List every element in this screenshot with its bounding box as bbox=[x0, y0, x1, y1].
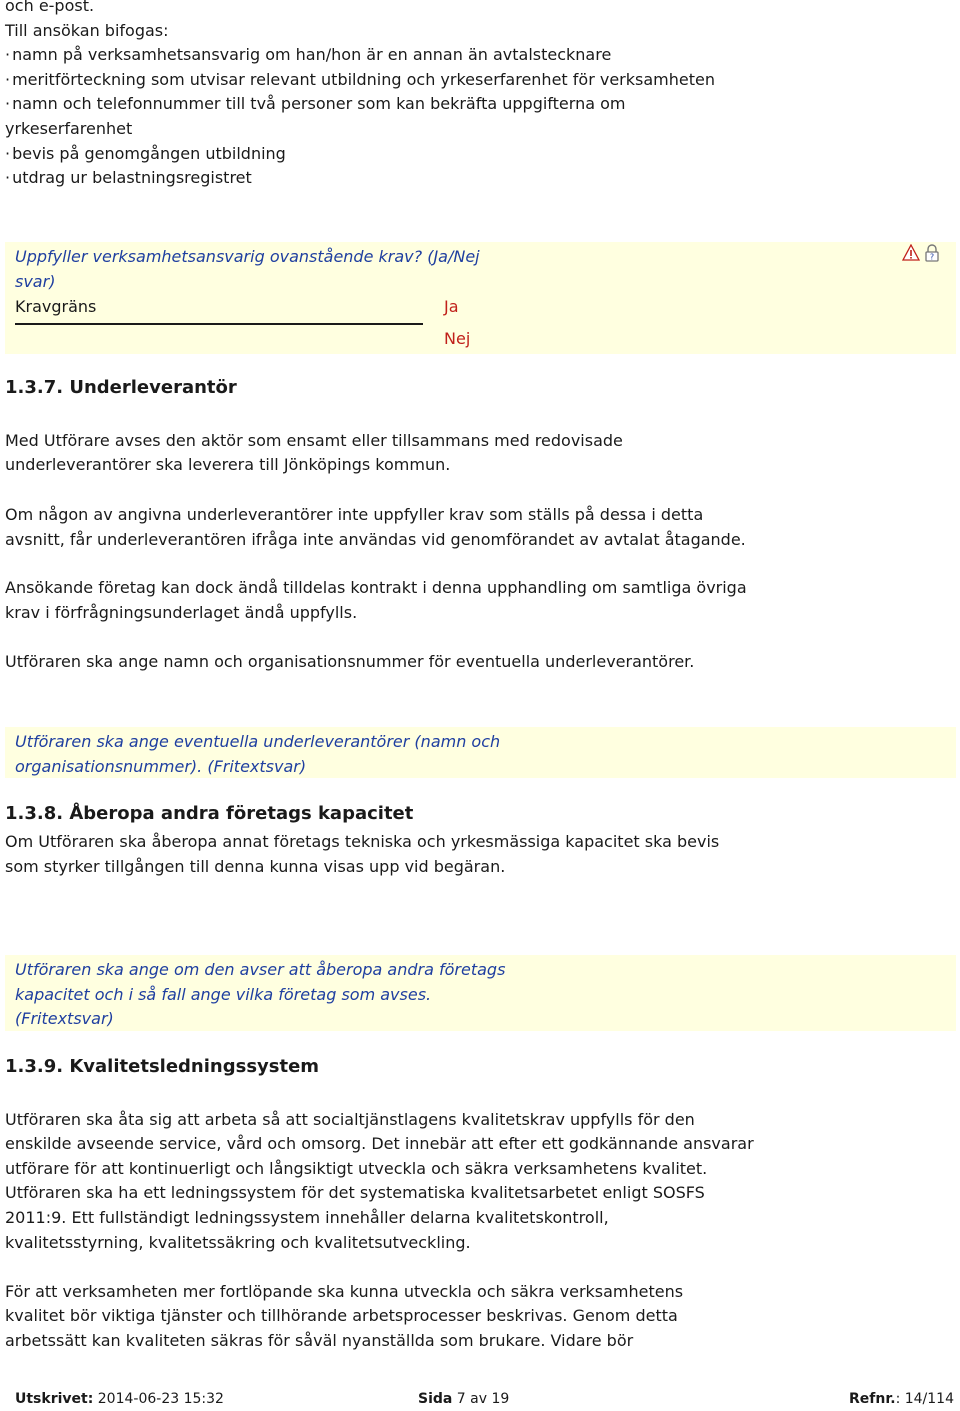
question-text: organisationsnummer). (Fritextsvar) bbox=[15, 757, 307, 776]
paragraph-line: För att verksamheten mer fortlöpande ska kunna utveckla och säkra verksamhetens bbox=[5, 1282, 684, 1301]
paragraph-line: som styrker tillgången till denna kunna visas upp vid begäran. bbox=[5, 857, 506, 876]
attachment-item: · bevis på genomgången utbildning bbox=[5, 142, 286, 167]
footer-ref bbox=[849, 1391, 954, 1407]
attachment-item: · namn och telefonnummer till två personer som kan bekräfta uppgifterna om bbox=[5, 92, 625, 117]
paragraph-line: kvalitetsstyrning, kvalitetssäkring och kvalitetsutveckling. bbox=[5, 1233, 471, 1252]
paragraph-line: underleverantörer ska leverera till Jönköpings kommun. bbox=[5, 455, 451, 474]
question-text: Utföraren ska ange eventuella underleverantörer (namn och bbox=[15, 732, 501, 751]
paragraph-line: arbetssätt kan kvaliteten säkras för såväl nyanställda som brukare. Vidare bör bbox=[5, 1331, 634, 1350]
attachment-item: · utdrag ur belastningsregistret bbox=[5, 166, 252, 191]
warning-icon bbox=[902, 244, 920, 262]
criterion-label: Kravgräns bbox=[15, 297, 97, 316]
paragraph-line: Om någon av angivna underleverantörer inte uppfyller krav som ställs på dessa i detta bbox=[5, 505, 704, 524]
paragraph-line: utförare för att kontinuerligt och långsiktigt utveckla och säkra verksamhetens kvalitet. bbox=[5, 1159, 708, 1178]
attachment-item-continued: yrkeserfarenhet bbox=[5, 119, 133, 138]
paragraph-line: Utföraren ska ha ett ledningssystem för det systematiska kvalitetsarbetet enligt SOSFS bbox=[5, 1183, 705, 1202]
question-text: kapacitet och i så fall ange vilka företag som avses. bbox=[15, 985, 432, 1004]
paragraph-line: krav i förfrågningsunderlaget ändå uppfylls. bbox=[5, 603, 358, 622]
attachments-label: Till ansökan bifogas: bbox=[5, 21, 169, 40]
svg-text:?: ? bbox=[929, 252, 935, 262]
paragraph-line: 2011:9. Ett fullständigt ledningssystem innehåller delarna kvalitetskontroll, bbox=[5, 1208, 609, 1227]
paragraph-line: Utföraren ska ange namn och organisationsnummer för eventuella underleverantörer. bbox=[5, 652, 695, 671]
question-text: svar) bbox=[15, 272, 56, 291]
footer-printed-label: Utskrivet: bbox=[15, 1391, 94, 1407]
footer-ref-value: : 14/114 bbox=[895, 1391, 954, 1407]
question-box-verksamhetsansvarig bbox=[5, 242, 956, 354]
paragraph-line: Om Utföraren ska åberopa annat företags tekniska och yrkesmässiga kapacitet ska bevis bbox=[5, 832, 720, 851]
paragraph-line: Utföraren ska åta sig att arbeta så att socialtjänstlagens kvalitetskrav uppfylls för den bbox=[5, 1110, 695, 1129]
paragraph-line: avsnitt, får underleverantören ifråga inte användas vid genomförandet av avtalat åtagande. bbox=[5, 530, 746, 549]
paragraph-line: enskilde avseende service, vård och omsorg. Det innebär att efter ett godkännande ansvarar bbox=[5, 1134, 754, 1153]
footer-printed bbox=[15, 1391, 224, 1407]
footer-printed-value: 2014-06-23 15:32 bbox=[93, 1391, 224, 1407]
option-ja[interactable]: Ja bbox=[444, 297, 459, 316]
option-nej[interactable]: Nej bbox=[444, 329, 471, 348]
question-text: (Fritextsvar) bbox=[15, 1009, 114, 1028]
paragraph-line: kvalitet bör viktiga tjänster och tillhörande arbetsprocesser beskrivas. Genom detta bbox=[5, 1306, 678, 1325]
section-heading-aberopa-kapacitet: 1.3.8. Åberopa andra företags kapacitet bbox=[5, 803, 414, 824]
intro-top-line: och e-post. bbox=[5, 0, 95, 15]
question-box-underleverantorer[interactable] bbox=[5, 727, 956, 778]
footer-page-value: 7 av 19 bbox=[452, 1391, 510, 1407]
question-box-andra-foretag[interactable] bbox=[5, 955, 956, 1031]
paragraph-line: Ansökande företag kan dock ändå tilldelas kontrakt i denna upphandling om samtliga övriga bbox=[5, 578, 747, 597]
section-heading-kvalitetsledningssystem: 1.3.9. Kvalitetsledningssystem bbox=[5, 1056, 320, 1077]
footer-ref-label: Refnr. bbox=[849, 1391, 896, 1407]
footer-page-label: Sida bbox=[418, 1391, 453, 1407]
answer-line bbox=[15, 323, 423, 325]
lock-question-icon bbox=[923, 244, 941, 262]
paragraph-line: Med Utförare avses den aktör som ensamt eller tillsammans med redovisade bbox=[5, 431, 623, 450]
attachment-item: · namn på verksamhetsansvarig om han/hon är en annan än avtalstecknare bbox=[5, 43, 611, 68]
footer-page bbox=[418, 1391, 509, 1407]
question-text: Utföraren ska ange om den avser att åberopa andra företags bbox=[15, 960, 506, 979]
section-heading-underleverantor: 1.3.7. Underleverantör bbox=[5, 377, 237, 398]
question-text: Uppfyller verksamhetsansvarig ovanstående krav? (Ja/Nej bbox=[15, 247, 480, 266]
attachment-item: · meritförteckning som utvisar relevant utbildning och yrkeserfarenhet för verksamheten bbox=[5, 68, 715, 93]
